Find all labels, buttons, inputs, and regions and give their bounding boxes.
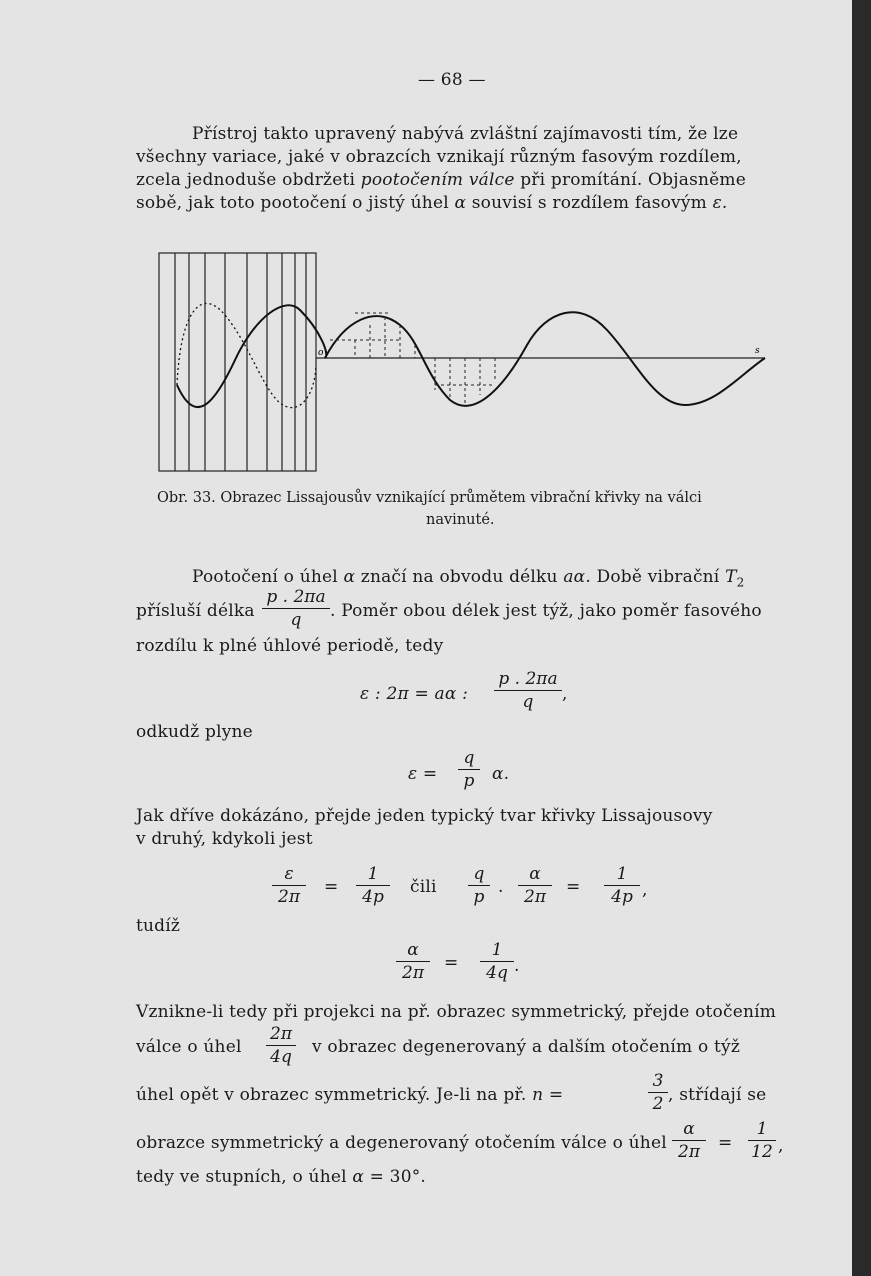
paragraph-3-line-1: Jak dříve dokázáno, přejde jeden typický tvar křivky Lissajousovy bbox=[136, 806, 713, 826]
equation-3-dot: . bbox=[498, 877, 504, 897]
paragraph-4-line-3-prefix: úhel opět v obrazec symmetrický. Je-li na př. n = bbox=[136, 1085, 564, 1105]
equation-2-fraction: q p bbox=[458, 748, 480, 791]
odkudz-text: odkudž plyne bbox=[136, 722, 253, 742]
paragraph-4-line-2-suffix: v obrazec degenerovaný a dalším otočením o týž bbox=[312, 1037, 740, 1057]
paragraph-4-line-4-prefix: obrazce symmetrický a degenerovaný otočením válce o úhel bbox=[136, 1133, 667, 1153]
equation-3-fraction-3: q p bbox=[468, 864, 490, 907]
vibration-curve bbox=[177, 305, 765, 407]
equation-4-fraction-2: 1 4q bbox=[480, 940, 514, 983]
equation-3-fraction-5: 1 4p bbox=[604, 864, 640, 907]
equation-2-lhs: ε = bbox=[408, 764, 438, 784]
cylinder-grid bbox=[159, 253, 316, 471]
page-number: — 68 — bbox=[418, 70, 486, 90]
equation-3-fraction-2: 1 4p bbox=[356, 864, 390, 907]
label-o: o bbox=[318, 348, 324, 358]
paragraph-4-line-3-suffix: , střídají se bbox=[668, 1085, 767, 1105]
equation-1-fraction: p . 2πa q bbox=[494, 669, 562, 712]
fraction-1-12: 1 12 bbox=[748, 1119, 776, 1162]
paragraph-2-line-1: Pootočení o úhel α značí na obvodu délku aα. Době vibrační $T_2$ bbox=[192, 567, 745, 590]
equation-3-fraction-1: ε 2π bbox=[272, 864, 306, 907]
page-edge-shadow bbox=[852, 0, 871, 1276]
equation-3-equals-2: = bbox=[566, 877, 581, 897]
paragraph-2-line-2-suffix: . Poměr obou délek jest týž, jako poměr fasového bbox=[330, 601, 762, 621]
equation-3-fraction-4: α 2π bbox=[518, 864, 552, 907]
equation-3-equals-1: = bbox=[324, 877, 339, 897]
fraction-p2pia-q: p . 2πa q bbox=[262, 587, 330, 630]
paragraph-1-line-4: sobě, jak toto pootočení o jistý úhel α souvisí s rozdílem fasovým ε. bbox=[136, 193, 728, 213]
equation-2-tail: α. bbox=[492, 764, 510, 784]
figure-caption-line-1: Obr. 33. Obrazec Lissajousův vznikající průmětem vibrační křivky na válci bbox=[157, 490, 702, 506]
equation-4-fraction-1: α 2π bbox=[396, 940, 430, 983]
paragraph-2-line-2-prefix: přísluší délka bbox=[136, 601, 255, 621]
fraction-2pi-4q: 2π 4q bbox=[266, 1024, 296, 1067]
equation-1-lhs: ε : 2π = aα : bbox=[360, 684, 469, 704]
paragraph-1-line-1: Přístroj takto upravený nabývá zvláštní zajímavosti tím, že lze bbox=[192, 124, 739, 144]
paragraph-4-line-4-equals: = bbox=[718, 1133, 733, 1153]
fraction-3-2: 3 2 bbox=[648, 1071, 668, 1114]
equation-4-equals: = bbox=[444, 953, 459, 973]
paragraph-4-line-4-tail: , bbox=[778, 1136, 784, 1156]
paragraph-2-line-3: rozdílu k plné úhlové periodě, tedy bbox=[136, 636, 444, 656]
equation-4-tail: . bbox=[514, 956, 520, 976]
lissajous-figure bbox=[155, 245, 775, 475]
paragraph-4-line-1: Vznikne-li tedy při projekci na př. obrazec symmetrický, přejde otočením bbox=[136, 1002, 777, 1022]
label-s: s bbox=[755, 346, 760, 356]
figure-caption-line-2: navinuté. bbox=[426, 512, 495, 528]
paragraph-4-line-5: tedy ve stupních, o úhel α = 30°. bbox=[136, 1167, 427, 1187]
equation-3-word-cili: čili bbox=[410, 877, 437, 897]
paragraph-4-line-2-prefix: válce o úhel bbox=[136, 1037, 242, 1057]
equation-3-tail: , bbox=[642, 880, 648, 900]
paragraph-1-line-3: zcela jednoduše obdržeti pootočením válce při promítání. Objasněme bbox=[136, 170, 746, 190]
tudiz-text: tudíž bbox=[136, 916, 181, 936]
equation-1-tail: , bbox=[562, 684, 568, 704]
fraction-alpha-2pi: α 2π bbox=[672, 1119, 706, 1162]
paragraph-1-line-2: všechny variace, jaké v obrazcích vznikají různým fasovým rozdílem, bbox=[136, 147, 742, 167]
paragraph-3-line-2: v druhý, kdykoli jest bbox=[136, 829, 313, 849]
